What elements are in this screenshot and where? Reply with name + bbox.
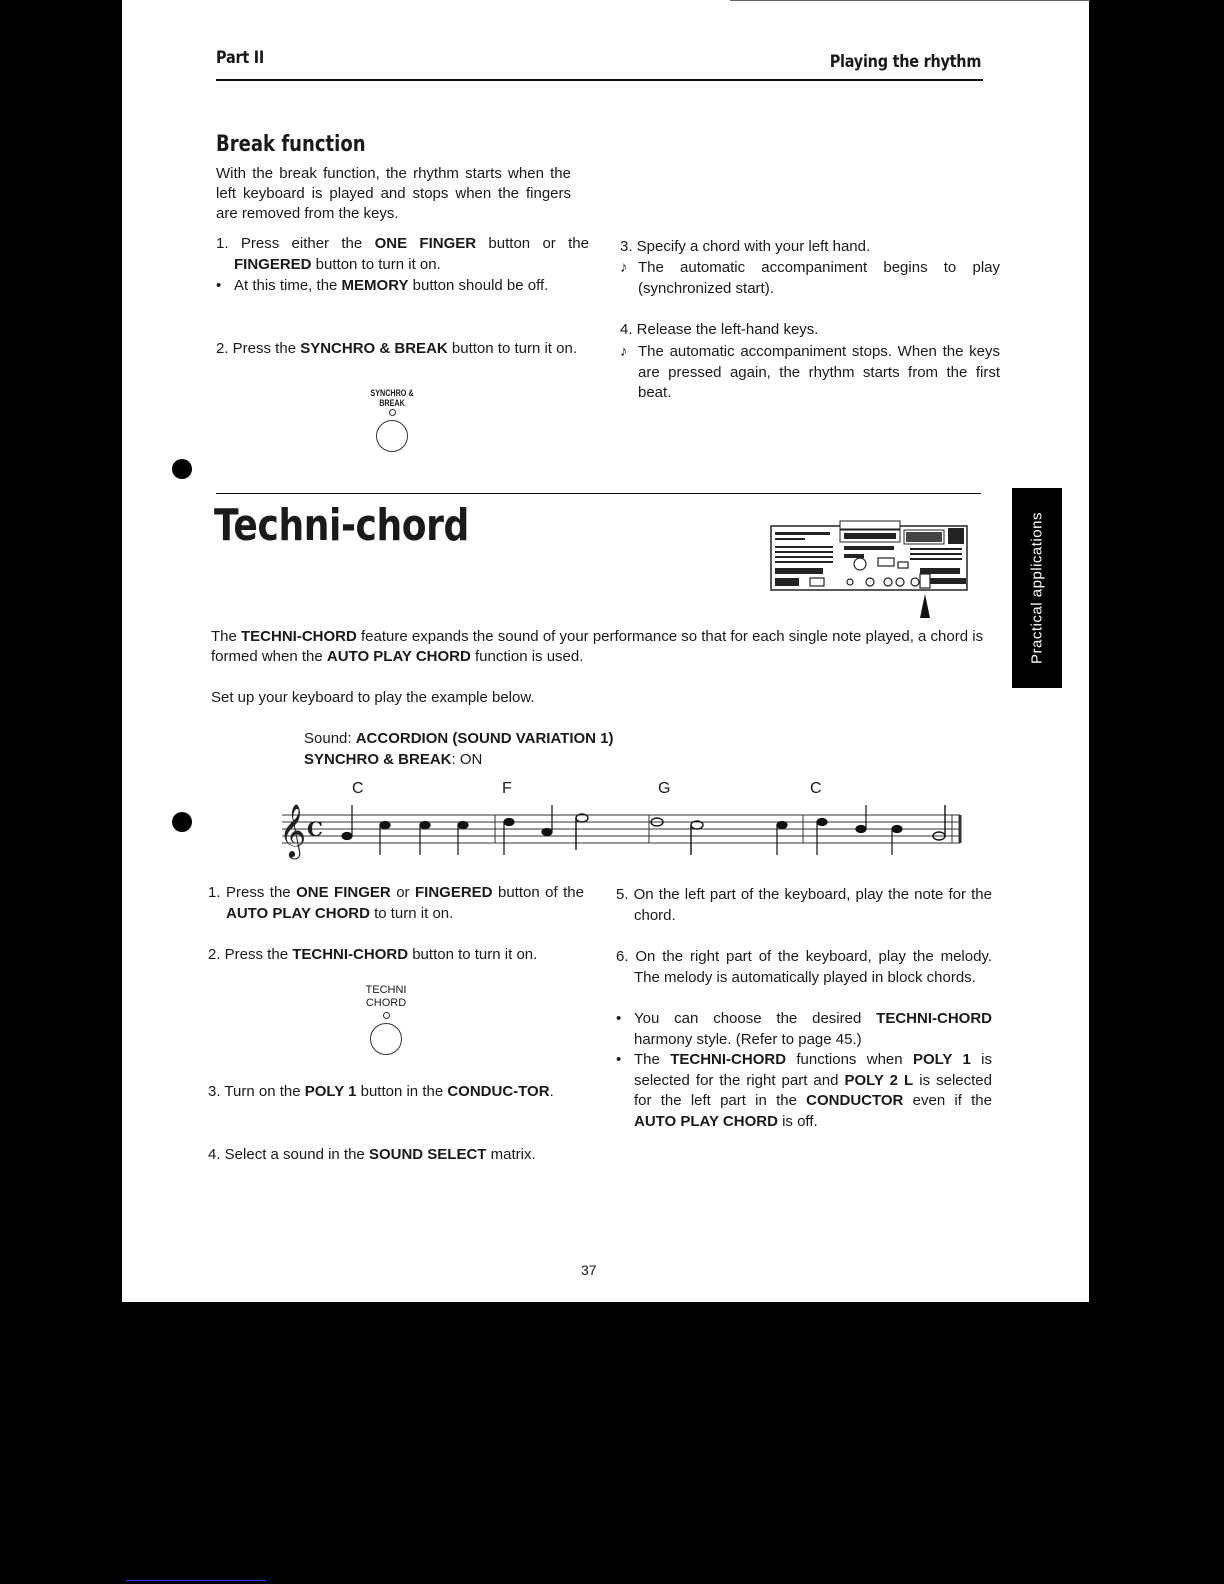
scan-edge-line [730, 0, 1090, 1]
break-step-3: 3. Specify a chord with your left hand. [620, 238, 871, 255]
break-step-4: 4. Release the left-hand keys. [620, 321, 819, 338]
svg-text:C: C [307, 817, 323, 841]
techni-step-4: 4. Select a sound in the SOUND SELECT matrix. [208, 1146, 536, 1163]
techni-chord-label-2: CHORD [365, 997, 407, 1009]
techni-chord-title: Techni-chord [214, 500, 469, 551]
eighth-note-icon: ♪ [620, 259, 628, 276]
techni-bullet-2: • The TECHNI-CHORD functions when POLY 1 is selected for the right part and POLY 2 L is selected for the left part in the CONDUCTOR even if the AUTO PLAY CHORD is off. [616, 1051, 993, 1130]
break-function-intro: With the break function, the rhythm starts when the left keyboard is played and stops when the fingers are removed from the keys. [216, 165, 571, 222]
setup-instruction: Set up your keyboard to play the example below. [211, 689, 535, 706]
synchro-break-label-2: BREAK [379, 398, 405, 408]
synchro-break-button-figure [362, 388, 422, 452]
techni-step-5: 5. On the left part of the keyboard, play the note for the chord. [616, 886, 992, 924]
svg-text:𝄞: 𝄞 [279, 803, 307, 857]
techni-chord-intro: The TECHNI-CHORD feature expands the sound of your performance so that for each single note played, a chord is formed when the AUTO PLAY CHORD function is used. [211, 628, 984, 665]
page-number: 37 [581, 1262, 597, 1278]
break-step-4-result: ♪ The automatic accompaniment stops. When the keys are pressed again, the rhythm starts from the first beat. [620, 343, 1000, 401]
chord-name: C [352, 780, 364, 797]
break-step-1: 1. Press either the ONE FINGER button or the FINGERED button to turn it on. [216, 235, 589, 273]
chord-name: F [502, 780, 512, 797]
techni-step-6: 6. On the right part of the keyboard, play the melody. The melody is automatically played in block chords. [616, 948, 992, 986]
header-section: Playing the rhythm [829, 52, 981, 72]
control-panel-illustration-icon [770, 520, 970, 620]
techni-chord-button-figure [358, 984, 414, 1055]
chord-name: C [810, 780, 822, 797]
techni-chord-label-1: TECHNI [365, 984, 407, 996]
techni-step-1: 1. Press the ONE FINGER or FINGERED button of the AUTO PLAY CHORD to turn it on. [208, 884, 584, 922]
round-button-icon [376, 420, 408, 452]
chord-name: G [658, 780, 671, 797]
break-step-2: 2. Press the SYNCHRO & BREAK button to turn it on. [216, 340, 577, 357]
led-indicator-icon [389, 409, 396, 416]
synchro-setting: SYNCHRO & BREAK: ON [304, 751, 483, 768]
techni-bullet-1: • You can choose the desired TECHNI-CHORD harmony style. (Refer to page 45.) [616, 1010, 992, 1048]
synchro-break-label-1: SYNCHRO & [370, 388, 414, 398]
manual-page [122, 0, 1089, 1302]
side-tab-label: Practical applications [1028, 512, 1046, 664]
break-step-3-result: ♪ The automatic accompaniment begins to play (synchronized start). [620, 259, 1000, 297]
punch-hole-icon [172, 459, 192, 479]
break-function-title: Break function [216, 132, 366, 157]
sound-setting: Sound: ACCORDION (SOUND VARIATION 1) [304, 730, 614, 747]
led-indicator-icon [383, 1012, 390, 1019]
header-rule [216, 79, 983, 81]
eighth-note-icon: ♪ [620, 343, 628, 360]
round-button-icon [370, 1023, 402, 1055]
section-rule [216, 493, 981, 494]
techni-step-2: 2. Press the TECHNI-CHORD button to turn it on. [208, 946, 538, 963]
header-part: Part II [216, 48, 264, 68]
punch-hole-icon [172, 812, 192, 832]
break-step-1-bullet: • At this time, the MEMORY button should be off. [216, 277, 549, 294]
music-staff-illustration [277, 800, 967, 860]
scan-edge-line [126, 1580, 266, 1581]
techni-step-3: 3. Turn on the POLY 1 button in the CONDUC-TOR. [208, 1083, 554, 1100]
